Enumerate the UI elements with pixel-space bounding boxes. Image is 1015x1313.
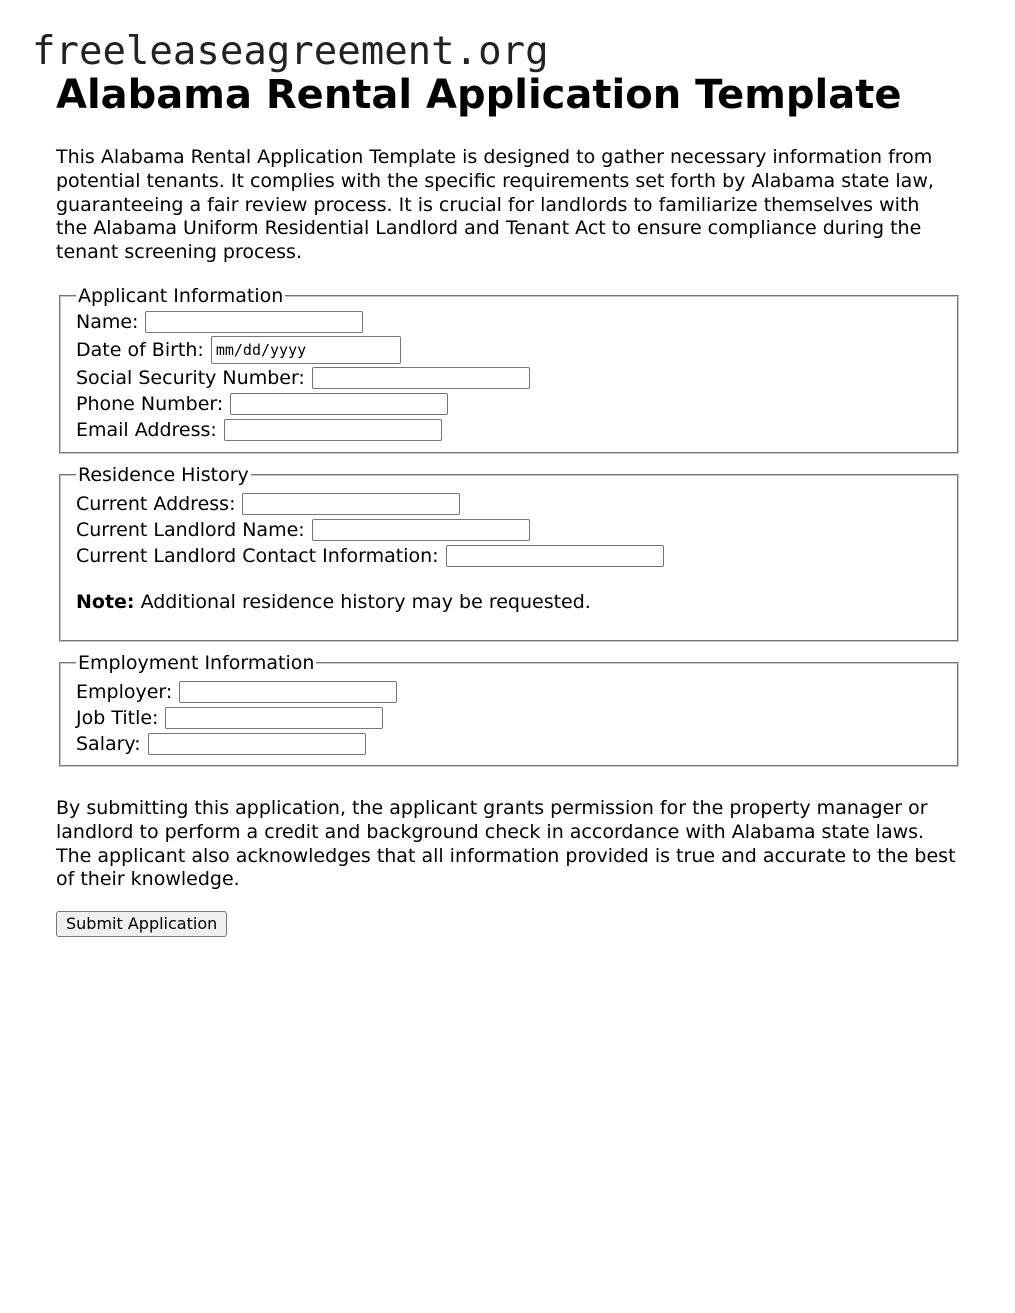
job-title-input[interactable]	[165, 707, 383, 729]
note-bold-label: Note:	[76, 591, 135, 613]
dob-label: Date of Birth:	[76, 339, 204, 361]
intro-paragraph: This Alabama Rental Application Template is designed to gather necessary information from potential tenants. It complies with the specific requirements set forth by Alabama state law, guaranteeing a fair review process. It is crucial for landlords to familiarize themselves with the Alabama Uniform Residential Landlord and Tenant Act to ensure compliance during the tenant screening process.	[56, 146, 934, 264]
applicant-information-legend: Applicant Information	[78, 285, 284, 307]
name-label: Name:	[76, 311, 139, 333]
email-label: Email Address:	[76, 419, 217, 441]
ssn-input[interactable]	[312, 367, 530, 389]
dob-placeholder: mm/dd/yyyy	[215, 341, 307, 359]
email-input[interactable]	[224, 419, 442, 441]
consent-paragraph: By submitting this application, the applicant grants permission for the property manager or landlord to perform a credit and background check in accordance with Alabama state laws. The applicant also acknowledges that all information provided is true and accurate to the best of their knowledge.	[56, 797, 956, 891]
employment-information-legend: Employment Information	[78, 652, 315, 674]
note-text: Additional residence history may be requested.	[134, 591, 591, 613]
job-title-row	[76, 705, 942, 731]
applicant-information-section	[59, 285, 959, 454]
ssn-row	[76, 365, 942, 391]
landlord-name-row	[76, 517, 942, 543]
employer-input[interactable]	[179, 681, 397, 703]
salary-row	[76, 731, 942, 757]
salary-input[interactable]	[148, 733, 366, 755]
email-row	[76, 417, 942, 443]
submit-application-button[interactable]: Submit Application	[56, 911, 227, 937]
phone-row	[76, 391, 942, 417]
landlord-name-input[interactable]	[312, 519, 530, 541]
residence-note	[76, 589, 942, 615]
landlord-contact-label: Current Landlord Contact Information:	[76, 545, 439, 567]
current-address-row	[76, 491, 942, 517]
job-title-label: Job Title:	[76, 707, 159, 729]
employment-information-section	[59, 652, 959, 767]
ssn-label: Social Security Number:	[76, 367, 305, 389]
landlord-contact-row	[76, 543, 942, 569]
page-title: Alabama Rental Application Template	[56, 72, 902, 118]
phone-label: Phone Number:	[76, 393, 224, 415]
salary-label: Salary:	[76, 733, 141, 755]
name-row	[76, 309, 942, 335]
site-watermark: freeleaseagreement.org	[32, 29, 549, 74]
residence-history-legend: Residence History	[78, 464, 249, 486]
employer-label: Employer:	[76, 681, 173, 703]
employer-row	[76, 679, 942, 705]
phone-input[interactable]	[230, 393, 448, 415]
current-address-input[interactable]	[242, 493, 460, 515]
dob-row	[76, 335, 942, 365]
name-input[interactable]	[145, 311, 363, 333]
landlord-name-label: Current Landlord Name:	[76, 519, 305, 541]
dob-input[interactable]	[211, 336, 401, 364]
current-address-label: Current Address:	[76, 493, 236, 515]
residence-history-section	[59, 464, 959, 642]
landlord-contact-input[interactable]	[446, 545, 664, 567]
